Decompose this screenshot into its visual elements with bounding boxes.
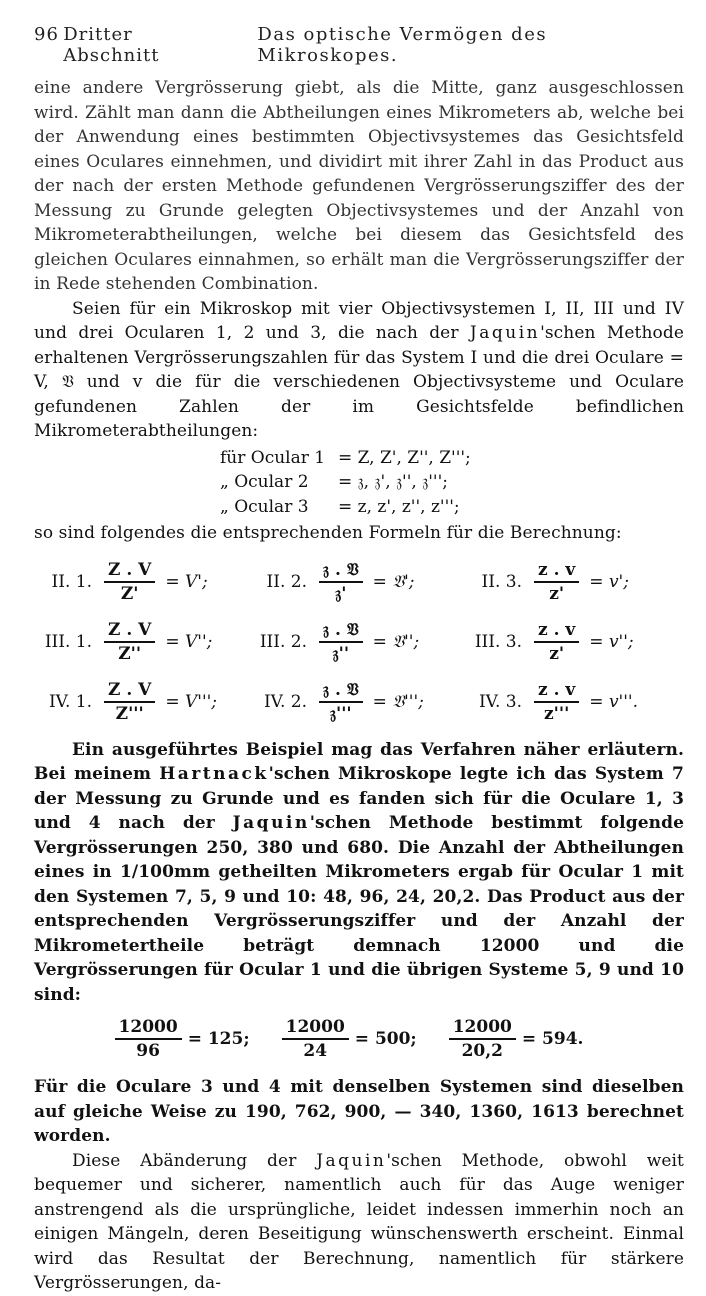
paragraph-text: 'schen Methode bestimmt folgende Vergrösserungen 250, 380 und 680. Die Anzahl der Abtheilungen eines in 1/100mm getheilten Mikrometers ergab für Ocular 1 mit den Systemen 7, 5, 9 und 10: 48, 96, 24, 20,2. Das Product aus der entsprechenden Vergrösserungsziffer und der Anzahl der Mikrometertheile beträgt demnach 12000 und die Vergrösserungen für Ocular 1 und die übrigen Systeme 5, 9 und 10 sind: bbox=[34, 813, 684, 1005]
calc-result: = 125; bbox=[187, 1029, 250, 1049]
formula-row bbox=[34, 672, 684, 732]
numerator: 𝔷 . 𝔙 bbox=[319, 620, 363, 643]
numerator: 12000 bbox=[282, 1017, 349, 1040]
denominator: 24 bbox=[303, 1041, 328, 1061]
denominator: 20,2 bbox=[461, 1041, 503, 1061]
paragraph-text: 'schen Methode erhaltenen Vergrösserungszahlen für das System I und die drei Oculare = V, 𝔙 und v die für die verschiedenen Objectivsysteme und Oculare gefundenen Zahlen der im Gesichtsfelde befindlichen Mikrometerabtheilungen: bbox=[34, 323, 684, 441]
formula bbox=[464, 680, 679, 724]
ocular-row bbox=[220, 446, 684, 471]
formula-result: = V'''; bbox=[165, 691, 218, 712]
denominator: Z'' bbox=[118, 643, 142, 664]
numerator: z . v bbox=[534, 680, 579, 703]
denominator: Z''' bbox=[115, 703, 144, 724]
formula-result: = v''; bbox=[589, 631, 634, 652]
ocular-row bbox=[220, 495, 684, 520]
spaced-name: Hartnack bbox=[159, 764, 269, 784]
section-heading: Dritter Abschnitt bbox=[63, 24, 160, 66]
paragraph-continuation: eine andere Vergrösserung giebt, als die Mitte, ganz ausgeschlossen wird. Zählt man dann die Abtheilungen eines Mikrometers ab, welche bei der Anwendung eines bestimmten Objectivsystemes das Gesichtsfeld eines Oculares einnehmen, und dividirt mit ihrer Zahl in das Product aus der nach der ersten Methode gefundenen Vergrösserungsziffer des der Messung zu Grunde gelegten Objectivsystemes und der Anzahl von Mikrometerabtheilungen, welche bei diesem das Gesichtsfeld des gleichen Oculares einnahmen, so erhält man die Vergrösserungsziffer der in Rede stehenden Combination. bbox=[34, 78, 684, 294]
formula-result: = 𝔙''; bbox=[372, 631, 420, 652]
numerator: 12000 bbox=[449, 1017, 516, 1040]
formula-label: IV. 3. bbox=[478, 691, 522, 712]
denominator: 𝔷''' bbox=[329, 703, 352, 724]
ocular-values: = Z, Z', Z'', Z'''; bbox=[338, 447, 471, 468]
formula-result: = v'''. bbox=[589, 691, 638, 712]
formula-result: = V''; bbox=[165, 631, 213, 652]
formula bbox=[249, 680, 464, 724]
paragraph-text: 'schen Methode, obwohl weit bequemer und sicherer, namentlich auch für das Auge weniger anstrengend als die ursprüngliche, leidet indessen immerhin noch an einigen Mängeln, deren Beseitigung wünschenswerth erscheint. Einmal wird das Resultat der Berechnung, namentlich für stärkere Vergrösserungen, da- bbox=[34, 1150, 684, 1293]
numerator: Z . V bbox=[104, 560, 155, 583]
formula-label: II. 3. bbox=[481, 571, 522, 592]
formula bbox=[249, 560, 464, 604]
formula-label: III. 1. bbox=[44, 631, 92, 652]
numerator: z . v bbox=[534, 560, 579, 583]
formula bbox=[464, 560, 679, 604]
formula bbox=[34, 560, 249, 604]
fraction bbox=[104, 560, 155, 604]
formula-block bbox=[34, 552, 684, 732]
paragraph-results: Für die Oculare 3 und 4 mit denselben Systemen sind dieselben auf gleiche Weise zu 190, 762, 900, — 340, 1360, 1613 berechnet worden. bbox=[34, 1077, 684, 1146]
ocular-label: für Ocular 1 bbox=[220, 447, 326, 468]
formula-label: III. 2. bbox=[259, 631, 307, 652]
denominator: z' bbox=[549, 643, 565, 664]
chapter-title: Das optische Vermögen des Mikroskopes. bbox=[257, 24, 548, 66]
fraction bbox=[449, 1017, 516, 1061]
formula bbox=[249, 620, 464, 664]
denominator: 96 bbox=[136, 1041, 160, 1061]
paragraph-text: 'schen Mikroskope legte ich das System 7 der Messung zu Grunde und es fanden sich für die Oculare 1, 3 und 4 nach der bbox=[34, 764, 684, 833]
formula-label: II. 2. bbox=[266, 571, 307, 592]
paragraph-text: Ein ausgeführtes Beispiel mag das Verfahren näher erläutern. Bei meinem bbox=[34, 739, 684, 784]
spaced-name: Jaquin bbox=[316, 1150, 387, 1171]
formula-label: II. 1. bbox=[51, 571, 92, 592]
ocular-label: „ Ocular 2 bbox=[220, 472, 309, 492]
formula-result: = 𝔙'''; bbox=[372, 691, 424, 712]
calc-result: = 500; bbox=[354, 1029, 417, 1049]
numerator: 𝔷 . 𝔙 bbox=[319, 680, 363, 703]
paragraph-text: Seien für ein Mikroskop mit vier Objectivsystemen I, II, III und IV und drei Ocularen 1, 2 und 3, die nach der bbox=[34, 298, 684, 343]
formula-row bbox=[34, 552, 684, 612]
denominator: z' bbox=[549, 583, 565, 604]
denominator: z''' bbox=[544, 703, 570, 724]
numerator: z . v bbox=[534, 620, 579, 643]
formula-label: III. 3. bbox=[474, 631, 522, 652]
numerator: 12000 bbox=[115, 1017, 182, 1040]
paragraph-example bbox=[34, 738, 684, 1008]
paragraph-critique bbox=[34, 1149, 684, 1296]
denominator: 𝔷'' bbox=[332, 643, 350, 664]
denominator: 𝔷' bbox=[335, 583, 347, 604]
calculation-row bbox=[34, 1007, 684, 1071]
formula-result: = V'; bbox=[165, 571, 208, 592]
fraction bbox=[282, 1017, 349, 1061]
book-page bbox=[34, 24, 684, 1296]
ocular-list bbox=[220, 446, 684, 520]
fraction bbox=[115, 1017, 182, 1061]
ocular-row bbox=[220, 470, 684, 495]
fraction bbox=[319, 620, 363, 664]
ocular-label: „ Ocular 3 bbox=[220, 496, 309, 517]
formula bbox=[464, 620, 679, 664]
spaced-name: Jaquin bbox=[232, 813, 310, 833]
paragraph-text: Diese Abänderung der bbox=[72, 1150, 297, 1171]
fraction bbox=[319, 560, 363, 604]
fraction bbox=[319, 680, 363, 724]
formula bbox=[34, 680, 249, 724]
formula-result: = v'; bbox=[589, 571, 629, 592]
paragraph-definitions bbox=[34, 297, 684, 444]
calc-result: = 594. bbox=[521, 1029, 584, 1049]
ocular-values: = 𝔷, 𝔷', 𝔷'', 𝔷'''; bbox=[338, 472, 448, 492]
fraction bbox=[104, 620, 155, 664]
formula-label: IV. 2. bbox=[263, 691, 307, 712]
formula-row bbox=[34, 612, 684, 672]
ocular-values: = z, z', z'', z'''; bbox=[338, 496, 460, 517]
numerator: Z . V bbox=[104, 620, 155, 643]
fraction bbox=[104, 680, 155, 724]
numerator: Z . V bbox=[104, 680, 155, 703]
spaced-name: Jaquin bbox=[469, 323, 541, 343]
fraction bbox=[534, 680, 579, 724]
fraction bbox=[534, 560, 579, 604]
fraction bbox=[534, 620, 579, 664]
formula-intro: so sind folgendes die entsprechenden Formeln für die Berechnung: bbox=[34, 523, 622, 543]
running-header bbox=[34, 24, 684, 66]
formula bbox=[34, 620, 249, 664]
numerator: 𝔷 . 𝔙 bbox=[319, 560, 363, 583]
page-number: 96 bbox=[34, 24, 59, 45]
formula-label: IV. 1. bbox=[48, 691, 92, 712]
denominator: Z' bbox=[120, 583, 139, 604]
formula-result: = 𝔙'; bbox=[372, 571, 415, 592]
